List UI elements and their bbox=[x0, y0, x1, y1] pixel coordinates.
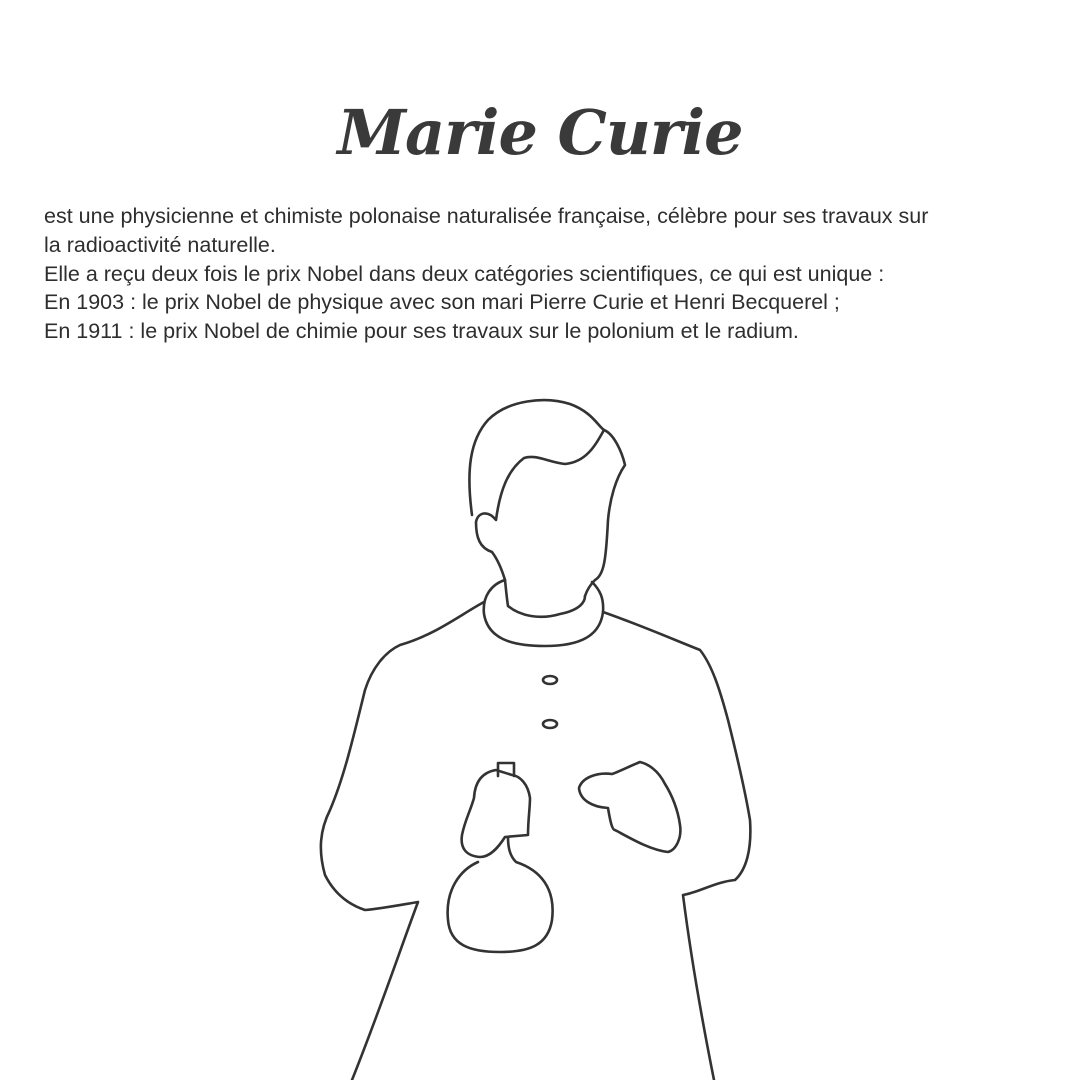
left-hand-outline bbox=[462, 770, 530, 857]
hair-outline bbox=[469, 400, 625, 596]
face-outline bbox=[476, 430, 604, 617]
bio-line: est une physicienne et chimiste polonaise naturalisée française, célèbre pour ses travaux sur bbox=[44, 204, 929, 228]
coat-outline bbox=[321, 602, 484, 1080]
bio-line: Elle a reçu deux fois le prix Nobel dans deux catégories scientifiques, ce qui est unique : bbox=[44, 261, 885, 286]
right-hand-outline bbox=[579, 762, 680, 852]
bio-line: la radioactivité naturelle. bbox=[44, 232, 276, 257]
collar-outline bbox=[484, 580, 603, 646]
bio-line: En 1911 : le prix Nobel de chimie pour ses travaux sur le polonium et le radium. bbox=[44, 319, 799, 344]
page-title: Marie Curie bbox=[337, 96, 743, 169]
flask-body bbox=[448, 837, 553, 952]
coat-button bbox=[543, 720, 557, 728]
coat-button bbox=[543, 676, 557, 684]
bio-line: En 1903 : le prix Nobel de physique avec son mari Pierre Curie et Henri Becquerel ; bbox=[44, 290, 840, 315]
